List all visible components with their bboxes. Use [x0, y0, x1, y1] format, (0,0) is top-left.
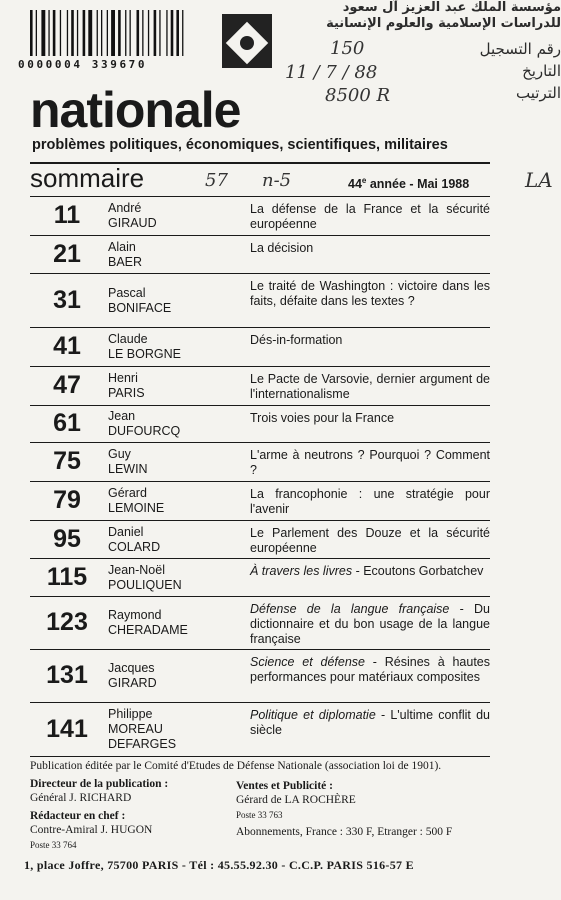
toc-page-number: 31	[53, 286, 81, 314]
toc-author-line: André	[108, 201, 142, 215]
toc-title-text: - L'ultime conflit du siècle	[250, 708, 490, 737]
toc-title-text: Le Pacte de Varsovie, dernier argument de l'internationalisme	[250, 372, 490, 401]
editor-name: Contre-Amiral J. HUGON	[30, 824, 153, 836]
toc-author	[108, 332, 181, 362]
toc-page-number: 95	[53, 525, 81, 553]
toc-page-number: 61	[53, 409, 81, 437]
toc-section-name: Défense de la langue française	[250, 602, 450, 616]
toc-page-number: 47	[53, 371, 81, 399]
toc-author-line: Henri	[108, 371, 138, 385]
subscriptions: Abonnements, France : 330 F, Etranger : 500 F	[236, 826, 453, 838]
toc-page-number: 131	[46, 661, 88, 689]
stamp-reg-value: 150	[330, 38, 365, 59]
toc-author	[108, 525, 160, 555]
publication-notice: Publication éditée par le Comité d'Etudes de Défense Nationale (association loi de 1901).	[30, 760, 442, 772]
toc-author-line: Jean	[108, 409, 136, 423]
toc-article-title	[250, 602, 490, 647]
sales-poste: Poste 33 763	[236, 810, 283, 820]
toc-title-text: La défense de la France et la sécurité européenne	[250, 202, 490, 231]
toc-author	[108, 707, 176, 752]
toc-article-title	[250, 448, 490, 478]
toc-article-title	[250, 526, 490, 556]
toc-article-title	[250, 487, 490, 517]
barcode-bar	[36, 10, 37, 56]
toc-author-line: GIRARD	[108, 676, 157, 690]
barcode-digits: 0000004 339670	[18, 58, 148, 71]
barcode-bar	[154, 10, 157, 56]
toc-article-title	[250, 372, 490, 402]
toc-article-title	[250, 333, 490, 348]
issue-year-number: 44	[348, 177, 362, 192]
stamp-date-value: 11 / 7 / 88	[285, 62, 378, 83]
toc-row	[30, 596, 490, 649]
barcode-bar	[41, 10, 45, 56]
toc-row	[30, 649, 490, 702]
stamp-date-label: التاريخ	[522, 62, 561, 80]
toc-section-name: À travers les livres	[250, 564, 353, 578]
library-stamp	[285, 0, 561, 112]
toc-row	[30, 702, 490, 756]
toc-page-number: 141	[46, 715, 88, 743]
toc-author-line: DUFOURCQ	[108, 424, 181, 438]
toc-author-line: Daniel	[108, 525, 144, 539]
toc-title-text: La décision	[250, 241, 314, 255]
toc-author-line: POULIQUEN	[108, 578, 182, 592]
toc-author-line: MOREAU	[108, 722, 163, 736]
toc-page-number: 115	[46, 563, 88, 591]
stamp-reg-label: رقم التسجيل	[479, 40, 561, 58]
toc-author-line: Guy	[108, 447, 131, 461]
toc-page-number: 11	[53, 201, 81, 229]
stamp-line-2: للدراسات الإسلامية والعلوم الإنسانية	[326, 16, 561, 31]
barcode-bar	[101, 10, 102, 56]
toc-author-line: Claude	[108, 332, 148, 346]
barcode	[28, 10, 208, 64]
toc-row	[30, 520, 490, 558]
toc-article-title	[250, 708, 490, 738]
toc-title-text: L'arme à neutrons ? Pourquoi ? Comment ?	[250, 448, 490, 477]
address: 1, place Joffre, 75700 PARIS - Tél : 45.55.92.30 - C.C.P. PARIS 516-57 E	[24, 858, 414, 872]
toc-author-line: COLARD	[108, 540, 161, 554]
issue-date-text: année - Mai 1988	[366, 177, 470, 192]
barcode-bar	[125, 10, 126, 56]
toc-author	[108, 563, 182, 593]
barcode-bar	[88, 10, 92, 56]
issue-date	[348, 176, 469, 191]
magazine-subtitle: problèmes politiques, économiques, scientifiques, militaires	[32, 137, 448, 153]
toc-row	[30, 405, 490, 442]
toc-author-line: GIRAUD	[108, 216, 157, 230]
barcode-bar	[30, 10, 33, 56]
publisher-logo-icon	[222, 14, 272, 68]
barcode-bar	[142, 10, 143, 56]
toc-author-line: Gérard	[108, 486, 147, 500]
toc-title-text: La francophonie : une stratégie pour l'avenir	[250, 487, 490, 516]
toc-author-line: DEFARGES	[108, 737, 177, 751]
toc-row	[30, 481, 490, 520]
stamp-line-1: مؤسسة الملك عبد العزيز آل سعود	[342, 0, 561, 15]
toc-row	[30, 442, 490, 481]
toc-author-line: PARIS	[108, 386, 145, 400]
sales-name: Gérard de LA ROCHÈRE	[236, 794, 356, 806]
toc-author-line: Philippe	[108, 707, 153, 721]
barcode-bar	[111, 10, 115, 56]
toc-article-title	[250, 279, 490, 309]
toc-author-line: Pascal	[108, 286, 146, 300]
toc-article-title	[250, 202, 490, 232]
barcode-bar	[118, 10, 121, 56]
toc-title-text: Dés-in-formation	[250, 333, 343, 347]
toc-row	[30, 366, 490, 405]
barcode-bar	[71, 10, 74, 56]
toc-page-number: 41	[53, 332, 81, 360]
toc-author-line: LEWIN	[108, 462, 148, 476]
toc-author	[108, 286, 171, 316]
toc-title-text: Le traité de Washington : victoire dans les faits, défaite dans les textes ?	[250, 279, 490, 308]
barcode-bar	[77, 10, 78, 56]
toc-title-text: - Du dictionnaire et du bon usage de la langue française	[250, 602, 490, 646]
toc-section-name: Politique et diplomatie	[250, 708, 376, 722]
divider	[30, 756, 490, 757]
toc-article-title	[250, 241, 490, 256]
barcode-bar	[67, 10, 68, 56]
handwritten-number: n-5	[262, 170, 292, 191]
toc-row	[30, 196, 490, 235]
barcode-bar	[60, 10, 61, 56]
toc-section-name: Science et défense	[250, 655, 365, 669]
stamp-order-value: 8500 R	[325, 85, 391, 106]
toc-title-text: Trois voies pour la France	[250, 411, 395, 425]
barcode-bar	[97, 10, 98, 56]
toc-title-text: Le Parlement des Douze et la sécurité européenne	[250, 526, 490, 555]
toc-author-line: BONIFACE	[108, 301, 172, 315]
toc-author	[108, 371, 145, 401]
toc-author	[108, 661, 157, 691]
barcode-bar	[171, 10, 174, 56]
handwritten-code: LA	[525, 168, 553, 192]
sales-label: Ventes et Publicité :	[236, 780, 333, 792]
barcode-bar	[83, 10, 86, 56]
editor-label: Rédacteur en chef :	[30, 810, 126, 822]
barcode-bar	[48, 10, 49, 56]
barcode-bar	[53, 10, 56, 56]
toc-author-line: Raymond	[108, 608, 162, 622]
toc-row	[30, 273, 490, 327]
toc-author-line: CHERADAME	[108, 623, 188, 637]
toc-author-line: LEMOINE	[108, 501, 165, 515]
toc-author	[108, 409, 180, 439]
editor-poste: Poste 33 764	[30, 840, 77, 850]
toc-page-number: 79	[53, 486, 81, 514]
toc-author-line: LE BORGNE	[108, 347, 181, 361]
barcode-bar	[130, 10, 131, 56]
director-label: Directeur de la publication :	[30, 778, 169, 790]
toc-title-text: - Ecoutons Gorbatchev	[352, 564, 484, 578]
toc-author	[108, 201, 157, 231]
section-heading: sommaire	[30, 163, 145, 193]
toc-author-line: Jacques	[108, 661, 155, 675]
toc-title-text: - Résines à hautes performances pour matériaux composites	[250, 655, 490, 684]
table-of-contents	[30, 196, 490, 757]
toc-article-title	[250, 564, 490, 579]
barcode-bar	[137, 10, 140, 56]
magazine-title: nationale	[30, 82, 241, 138]
toc-author	[108, 486, 164, 516]
toc-author	[108, 608, 188, 638]
toc-author-line: Alain	[108, 240, 136, 254]
toc-page-number: 123	[46, 608, 88, 636]
toc-row	[30, 327, 490, 366]
barcode-bar	[107, 10, 108, 56]
director-name: Général J. RICHARD	[30, 792, 132, 804]
barcode-bar	[166, 10, 167, 56]
toc-author	[108, 240, 142, 270]
toc-author-line: Jean-Noël	[108, 563, 165, 577]
toc-author	[108, 447, 148, 477]
handwritten-issue: 57	[205, 170, 228, 191]
toc-row	[30, 558, 490, 596]
toc-author-line: BAER	[108, 255, 143, 269]
stamp-order-label: الترتيب	[516, 84, 561, 102]
toc-article-title	[250, 411, 490, 426]
toc-page-number: 75	[53, 447, 81, 475]
barcode-bar	[148, 10, 149, 56]
toc-article-title	[250, 655, 490, 685]
barcode-bar	[182, 10, 183, 56]
issue-year-suffix: e	[361, 176, 367, 185]
barcode-bar	[176, 10, 179, 56]
toc-page-number: 21	[53, 240, 81, 268]
barcode-bar	[159, 10, 160, 56]
toc-row	[30, 235, 490, 273]
